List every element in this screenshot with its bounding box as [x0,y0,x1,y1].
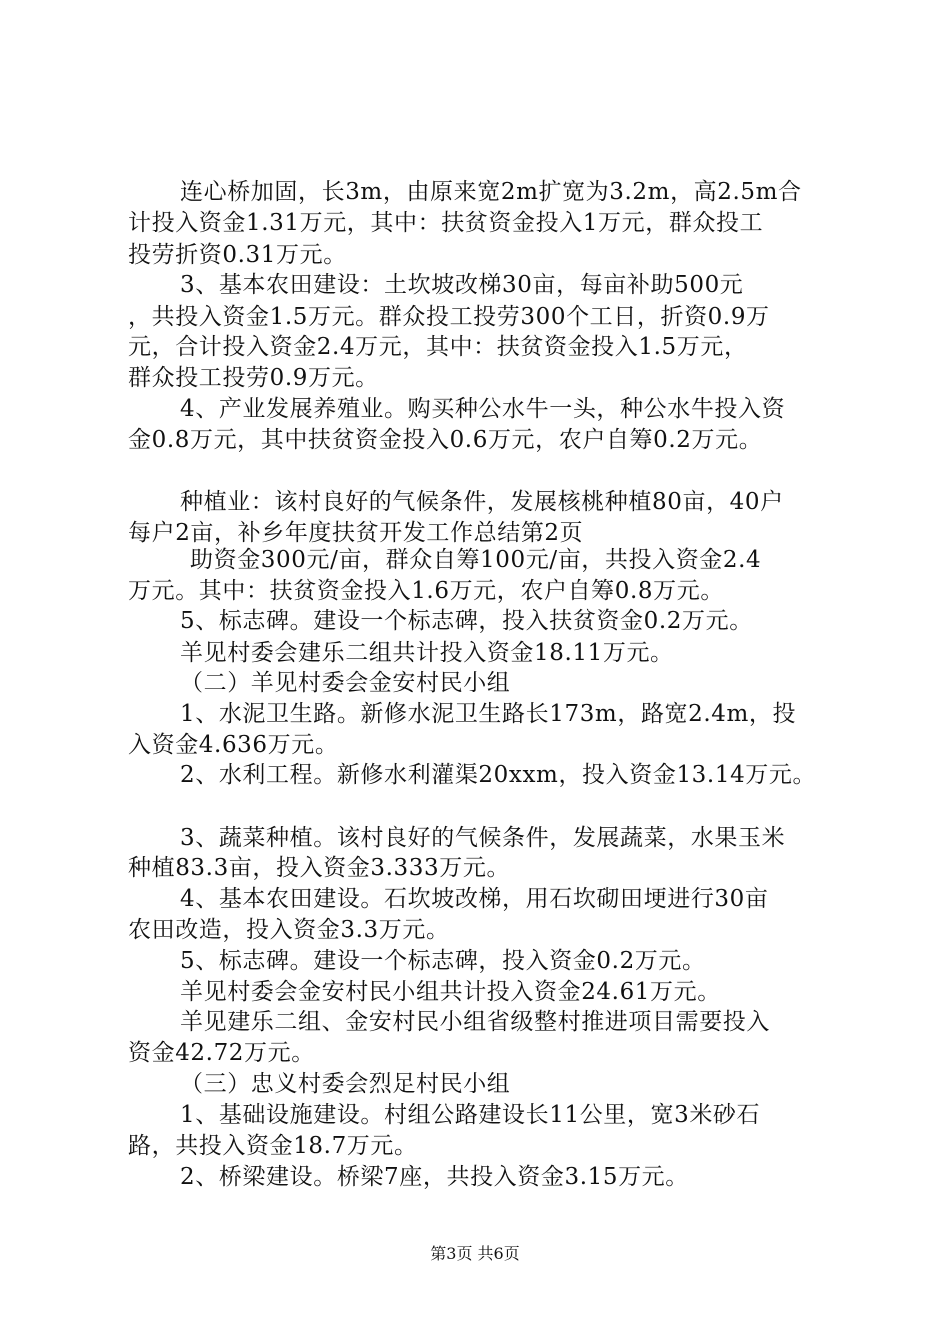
text-line: 入资金4.636万元。 [128,732,339,758]
text-line: 金0.8万元，其中扶贫资金投入0.6万元，农户自筹0.2万元。 [128,427,763,453]
text-line: 连心桥加固，长3m，由原来宽2m扩宽为3.2m，高2.5m合 [180,179,802,205]
text-line: 农田改造，投入资金3.3万元。 [128,917,450,943]
text-line: 种植83.3亩，投入资金3.333万元。 [128,855,511,881]
text-line: 4、产业发展养殖业。购买种公水牛一头，种公水牛投入资 [180,396,786,422]
text-line: 路，共投入资金18.7万元。 [128,1133,418,1159]
text-line: 投劳折资0.31万元。 [128,242,347,268]
text-line: 1、水泥卫生路。新修水泥卫生路长173m，路宽2.4m，投 [180,701,797,727]
text-line: 万元。其中：扶贫资金投入1.6万元，农户自筹0.8万元。 [128,578,724,604]
page-footer: 第3页 共6页 [430,1244,520,1263]
text-line: 3、蔬菜种植。该村良好的气候条件，发展蔬菜，水果玉米 [180,825,786,851]
text-line: 4、基本农田建设。石坎坡改梯，用石坎砌田埂进行30亩 [180,886,769,912]
section-heading: （三）忠义村委会烈足村民小组 [180,1071,511,1097]
text-line: 5、标志碑。建设一个标志碑，投入扶贫资金0.2万元。 [180,608,753,634]
text-line: 3、基本农田建设：土坎坡改梯30亩，每亩补助500元 [180,272,744,298]
text-line: 群众投工投劳0.9万元。 [128,365,379,391]
text-line: 羊见村委会金安村民小组共计投入资金24.61万元。 [180,979,721,1005]
text-line: 种植业：该村良好的气候条件，发展核桃种植80亩，40户 [180,489,784,515]
text-line: 资金42.72万元。 [128,1040,315,1066]
text-line: 1、基础设施建设。村组公路建设长11公里，宽3米砂石 [180,1102,761,1128]
text-line: 计投入资金1.31万元，其中：扶贫资金投入1万元，群众投工 [128,210,764,236]
text-line: ，共投入资金1.5万元。群众投工投劳300个工日，折资0.9万 [128,304,770,330]
section-heading: （二）羊见村委会金安村民小组 [180,670,511,696]
text-line: 助资金300元/亩，群众自筹100元/亩，共投入资金2.4 [190,547,762,573]
text-line: 2、水利工程。新修水利灌渠20xxm，投入资金13.14万元。 [180,762,817,788]
text-line: 羊见村委会建乐二组共计投入资金18.11万元。 [180,640,674,666]
text-line: 羊见建乐二组、金安村民小组省级整村推进项目需要投入 [180,1009,770,1035]
text-line: 每户2亩，补乡年度扶贫开发工作总结第2页 [128,520,584,546]
text-line: 2、桥梁建设。桥梁7座，共投入资金3.15万元。 [180,1164,689,1190]
text-line: 5、标志碑。建设一个标志碑，投入资金0.2万元。 [180,948,706,974]
text-line: 元，合计投入资金2.4万元，其中：扶贫资金投入1.5万元， [128,334,748,360]
